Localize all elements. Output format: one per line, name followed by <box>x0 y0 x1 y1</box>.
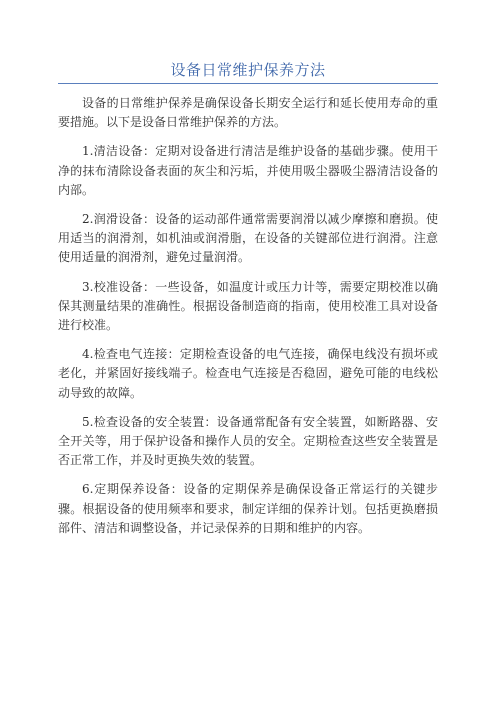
paragraph-check-electrical: 4.检查电气连接：定期检查设备的电气连接，确保电线没有损坏或老化，并紧固好接线端子。检查电气连接是否稳固，避免可能的电线松动导致的故障。 <box>58 347 438 400</box>
document-title: 设备日常维护保养方法 <box>170 61 326 79</box>
paragraph-lubricate-equipment: 2.润滑设备：设备的运动部件通常需要润滑以减少摩擦和磨损。使用适当的润滑剂，如机油或润滑脂，在设备的关键部位进行润滑。注意使用适量的润滑剂，避免过量润滑。 <box>58 212 438 265</box>
document-body <box>58 94 438 548</box>
paragraph-regular-maintenance: 6.定期保养设备：设备的定期保养是确保设备正常运行的关键步骤。根据设备的使用频率和要求，制定详细的保养计划。包括更换磨损部件、清洁和调整设备，并记录保养的日期和维护的内容。 <box>58 482 438 535</box>
paragraph-calibrate-equipment: 3.校准设备：一些设备，如温度计或压力计等，需要定期校准以确保其测量结果的准确性。根据设备制造商的指南，使用校准工具对设备进行校准。 <box>58 279 438 333</box>
paragraph-check-safety-devices: 5.检查设备的安全装置：设备通常配备有安全装置，如断路器、安全开关等，用于保护设备和操作人员的安全。定期检查这些安全装置是否正常工作，并及时更换失效的装置。 <box>58 414 438 468</box>
paragraph-clean-equipment: 1.清洁设备：定期对设备进行清洁是维护设备的基础步骤。使用干净的抹布清除设备表面的灰尘和污垢，并使用吸尘器吸尘器清洁设备的内部。 <box>58 144 438 197</box>
title-divider <box>58 83 438 84</box>
intro-paragraph: 设备的日常维护保养是确保设备长期安全运行和延长使用寿命的重要措施。以下是设备日常维护保养的方法。 <box>58 96 438 130</box>
